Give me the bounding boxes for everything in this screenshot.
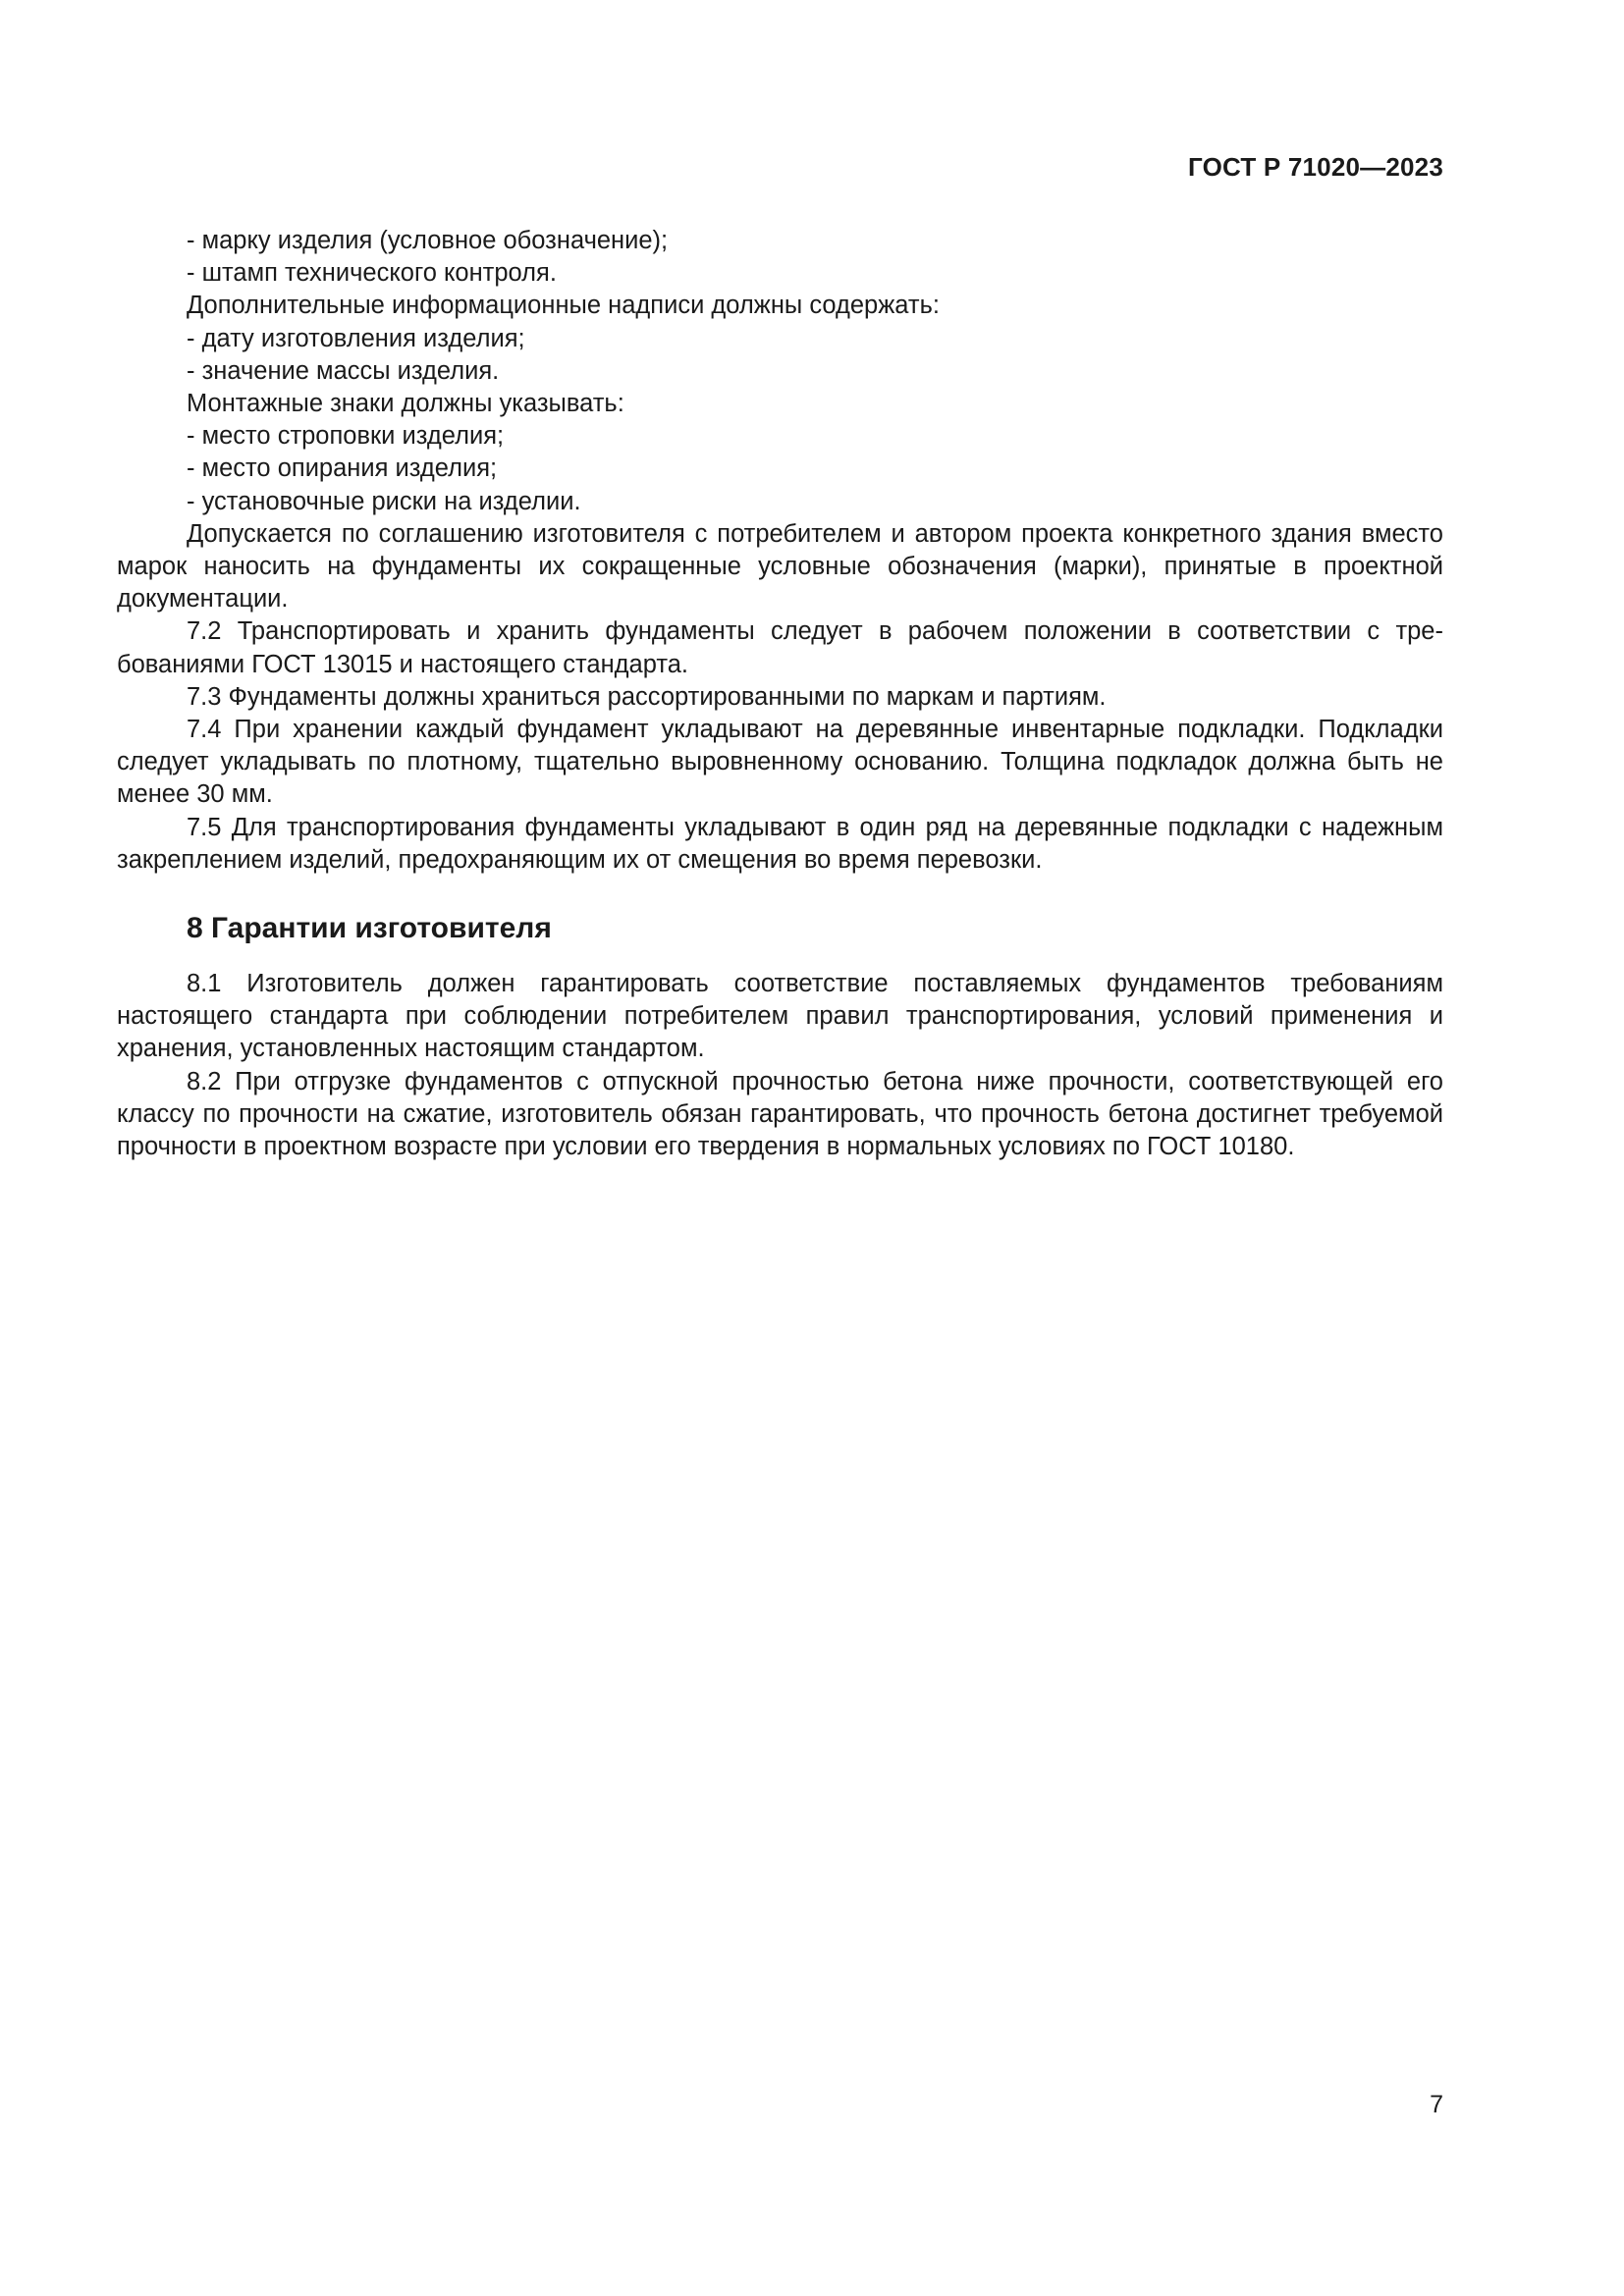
paragraph-7-3: 7.3 Фундаменты должны храниться рассортированными по маркам и партиям. bbox=[187, 682, 1107, 711]
list-item: - дату изготовления изделия; bbox=[187, 324, 525, 352]
paragraph: Допускается по соглашению изготовителя с потребителем и автором проекта конкретного здания вместо марок наносить на фундаменты их сокращенные условные обозначения (марки), принятые в проектной документации. bbox=[117, 519, 1443, 614]
list-item: - значение массы изделия. bbox=[187, 356, 500, 385]
document-body bbox=[117, 225, 1443, 1163]
paragraph-8-2: 8.2 При отгрузке фундаментов с отпускной прочностью бетона ниже прочности, соответствующей его классу по прочности на сжатие, изготовитель обязан гарантировать, что прочность бетона достигнет требуемой прочности в проектном возрасте при условии его твердения в нормальных условиях по ГОСТ 10180. bbox=[117, 1067, 1443, 1161]
list-item: - марку изделия (условное обозначение); bbox=[187, 227, 669, 254]
section-heading: 8 Гарантии изготовителя bbox=[187, 912, 552, 945]
list-item: - установочные риски на изделии. bbox=[187, 487, 581, 515]
list-intro: Дополнительные информационные надписи должны содержать: bbox=[187, 292, 940, 320]
list-intro: Монтажные знаки должны указывать: bbox=[187, 390, 624, 418]
list-item: - штамп технического контроля. bbox=[187, 259, 557, 288]
paragraph-7-5: 7.5 Для транспортирования фундаменты укладывают в один ряд на деревянные подкладки с надежным закреплением изделий, предохраняющим их от смещения во время перевозки. bbox=[117, 813, 1443, 874]
document-code: ГОСТ Р 71020—2023 bbox=[1188, 152, 1443, 182]
paragraph-8-1: 8.1 Изготовитель должен гарантировать соответствие поставляемых фундаментов требованиям настоящего стандарта при соблюдении потребителем правил транспортирования, условий применения и хранения, установленных настоящим стандартом. bbox=[117, 970, 1443, 1063]
list-item: - место опирания изделия; bbox=[187, 454, 498, 483]
page-number: 7 bbox=[1430, 2091, 1443, 2118]
list-item: - место строповки изделия; bbox=[187, 422, 505, 451]
paragraph-7-4: 7.4 При хранении каждый фундамент укладывают на деревянные инвентарные подкладки. Подкладки следует укладывать по плотному, тщательно выровненному основанию. Толщина подкладок должна быть не менее 30 мм. bbox=[117, 716, 1443, 809]
paragraph-7-2: 7.2 Транспортировать и хранить фундаменты следует в рабочем положении в соответствии с требованиями ГОСТ 13015 и настоящего стандарта. bbox=[117, 617, 1443, 678]
